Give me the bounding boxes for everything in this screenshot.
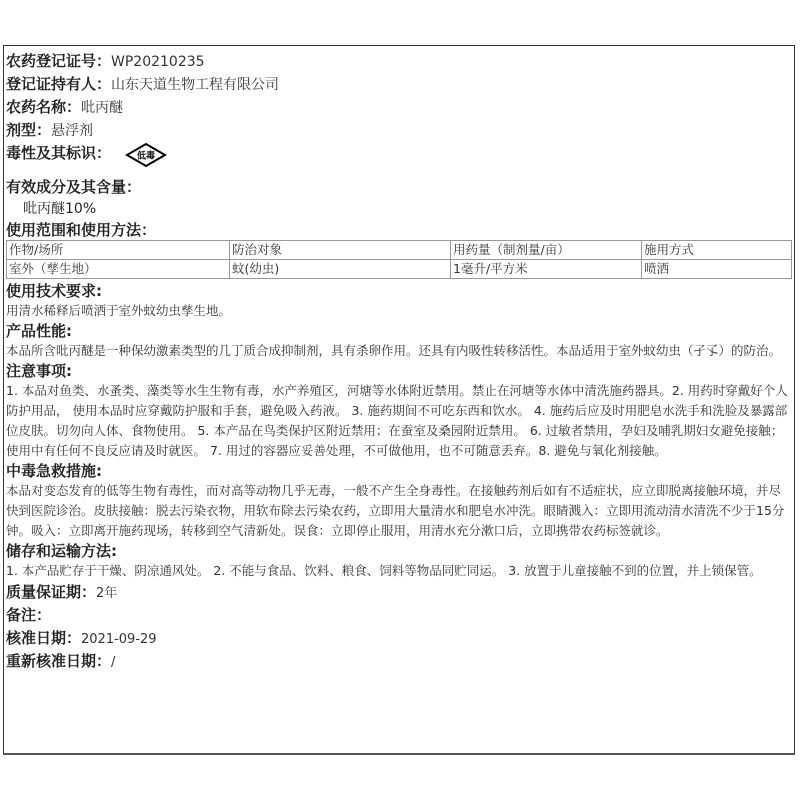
label: 有效成分及其含量： — [6, 178, 142, 196]
label: 质量保证期： — [6, 583, 97, 601]
cell: 蚊(幼虫) — [230, 260, 451, 279]
label: 重新核准日期： — [6, 652, 112, 670]
value: 吡丙醚 — [81, 100, 124, 116]
technique-text: 用清水稀释后喷洒于室外蚊幼虫孳生地。 — [6, 303, 232, 318]
label: 毒性及其标识： — [6, 144, 112, 162]
header-cell: 防治对象 — [230, 241, 451, 260]
cell: 室外（孳生地） — [7, 260, 230, 279]
performance-text: 本品所含吡丙醚是一种保幼激素类型的几丁质合成抑制剂，具有杀卵作用。还具有内吸性转移活性。本品适用于室外蚊幼虫（孑孓）的防治。 — [6, 343, 782, 358]
usage-table — [6, 240, 792, 279]
formulation — [6, 119, 792, 142]
value: WP20210235 — [111, 54, 205, 70]
label: 农药登记证号： — [6, 52, 112, 70]
pesticide-registration-document — [3, 45, 795, 755]
label: 登记证持有人： — [6, 75, 112, 93]
active-ingredient-value: 吡丙醚10% — [23, 201, 97, 217]
registration-holder — [6, 73, 792, 96]
sign-text: 低毒 — [137, 151, 156, 162]
table-header-row — [7, 241, 792, 260]
value: / — [111, 655, 116, 670]
first-aid-text: 本品对变态发育的低等生物有毒性，而对高等动物几乎无毒，一般不产生全身毒性。在接触药剂后如有不适症状，应立即脱离接触环境，并尽快到医院诊治。皮肤接触：脱去污染衣物，用软布除去污染农药，立即用大量清水和肥皂水冲洗。眼睛溅入：立即用流动清水清洗不少于15分钟。吸入：立即离开施药现场，转移到空气清新处。误食：立即停止服用，用清水充分漱口后，立即携带农药标签就诊。 — [6, 483, 785, 538]
cell: 喷洒 — [642, 260, 792, 279]
label: 核准日期： — [6, 629, 82, 647]
value: 2021-09-29 — [81, 632, 157, 647]
storage-text: 1. 本产品贮存于干燥、阴凉通风处。 2. 不能与食品、饮料、粮食、饲料等物品同贮同运。 3. 放置于儿童接触不到的位置，并上锁保管。 — [6, 563, 762, 578]
performance-heading: 产品性能: — [6, 322, 72, 340]
low-toxicity-sign-icon — [125, 142, 167, 168]
first-aid-heading: 中毒急救措施: — [6, 462, 102, 480]
value: 山东天道生物工程有限公司 — [111, 77, 280, 93]
toxicity — [6, 142, 792, 176]
precautions-text: 1. 本品对鱼类、水蚤类、藻类等水生生物有毒，水产养殖区，河塘等水体附近禁用。禁止在河塘等水体中清洗施药器具。2. 用药时穿戴好个人防护用品， 使用本品时应穿戴防护服和手套，避免吸入药液。 3. 施药期间不可吃东西和饮水。 4. 施药后应及时用肥皂水洗手和洗脸及暴露部位皮肤。切勿向人体、食物使用。 5. 本产品在鸟类保护区附近禁用；在蚕室及桑园附近禁用。 6. 过敏者禁用，孕妇及哺乳期妇女避免接触；使用中有任何不良反应请及时就医。 7. 用过的容器应妥善处理，不可做他用，也不可随意丢弃。8. 避免与氧化剂接触。 — [6, 383, 788, 458]
active-ingredient — [6, 176, 792, 199]
registration-number — [6, 50, 792, 73]
value: 2年 — [96, 586, 118, 601]
header-cell: 施用方式 — [642, 241, 792, 260]
header-cell: 作物/场所 — [7, 241, 230, 260]
technique-heading: 使用技术要求: — [6, 282, 102, 300]
precautions-heading: 注意事项: — [6, 362, 72, 380]
label: 农药名称： — [6, 98, 82, 116]
usage-heading: 使用范围和使用方法： — [6, 221, 157, 239]
header-cell: 用药量（制剂量/亩） — [451, 241, 642, 260]
storage-heading: 储存和运输方法: — [6, 542, 117, 560]
pesticide-name — [6, 96, 792, 119]
reapproval-date — [6, 650, 792, 673]
remarks — [6, 604, 792, 627]
value: 悬浮剂 — [51, 123, 94, 139]
table-row — [7, 260, 792, 279]
label: 剂型： — [6, 121, 52, 139]
approval-date — [6, 627, 792, 650]
label: 备注： — [6, 606, 52, 624]
cell: 1毫升/平方米 — [451, 260, 642, 279]
shelf-life — [6, 581, 792, 604]
